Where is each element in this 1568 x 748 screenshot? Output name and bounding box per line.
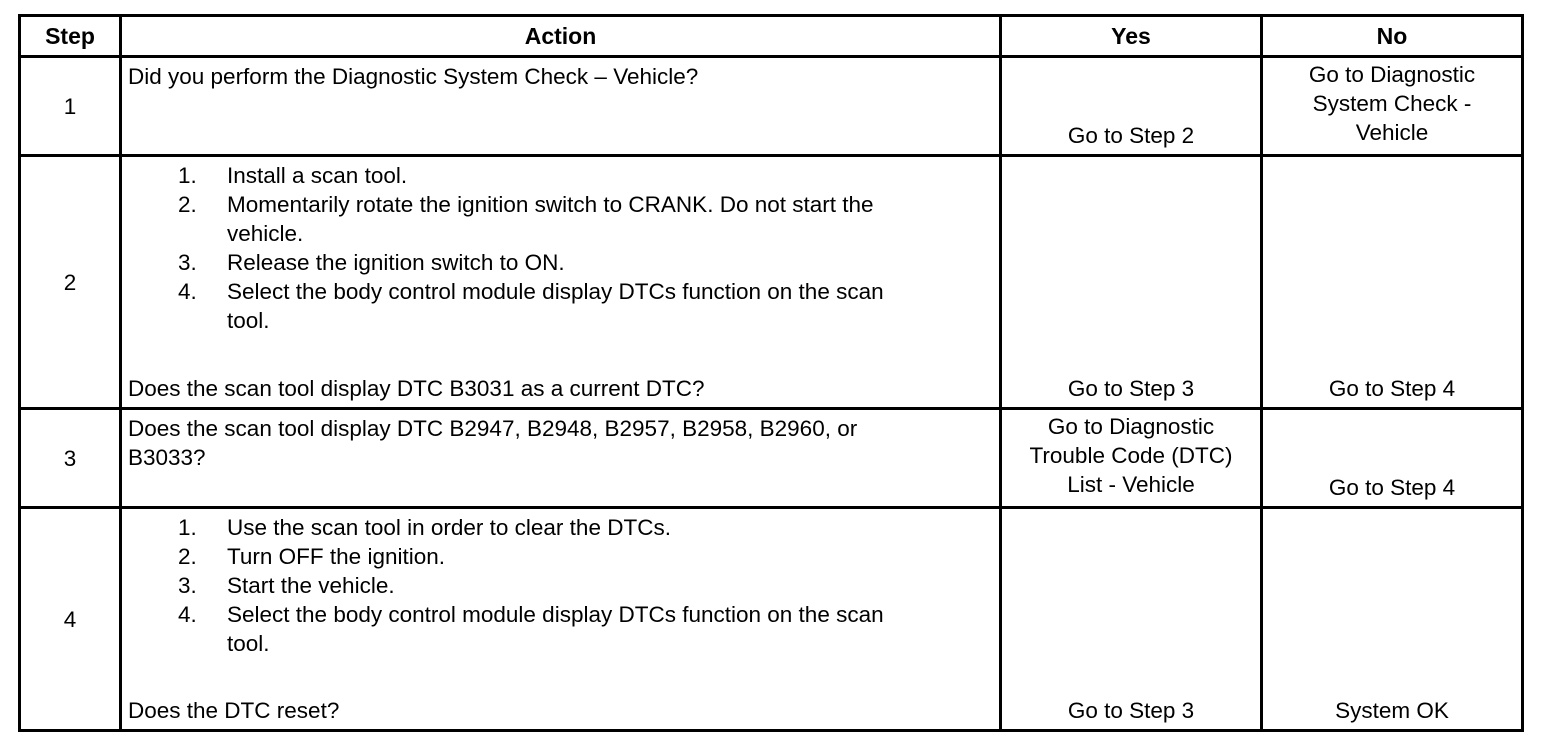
instruction-item: [128, 161, 993, 190]
instruction-number: 3.: [178, 573, 197, 598]
yes-outcome: Go to Step 2: [1001, 57, 1262, 156]
instruction-number: 2.: [178, 544, 197, 569]
instruction-text: vehicle.: [227, 221, 304, 246]
instruction-text: tool.: [227, 631, 270, 656]
action-question: Does the scan tool display DTC B2947, B2948, B2957, B2958, B2960, or: [128, 416, 858, 441]
instruction-text: Release the ignition switch to ON.: [227, 250, 565, 275]
action-question: B3033?: [128, 445, 206, 470]
yes-outcome-line: List - Vehicle: [1067, 472, 1195, 497]
yes-outcome: Go to Step 3: [1001, 508, 1262, 731]
action-cell: [121, 156, 1001, 409]
instruction-text: Install a scan tool.: [227, 163, 408, 188]
yes-outcome-line: Trouble Code (DTC): [1029, 443, 1233, 468]
instruction-text: Turn OFF the ignition.: [227, 544, 446, 569]
table-row: [20, 508, 1523, 731]
instruction-number: 4.: [178, 602, 197, 627]
instruction-text: Momentarily rotate the ignition switch to CRANK. Do not start the: [227, 192, 874, 217]
instruction-number: 3.: [178, 250, 197, 275]
no-outcome: System OK: [1262, 508, 1523, 731]
instruction-item: [128, 542, 993, 571]
instruction-item: [128, 248, 993, 277]
step-number: 2: [20, 156, 121, 409]
instruction-item: [128, 190, 993, 248]
no-outcome-line: Vehicle: [1355, 120, 1429, 145]
no-outcome-line: System Check -: [1312, 91, 1472, 116]
action-question: Did you perform the Diagnostic System Check – Vehicle?: [128, 64, 699, 89]
action-cell: [121, 409, 1001, 508]
table-row: [20, 156, 1523, 409]
no-outcome: [1262, 57, 1523, 156]
instruction-number: 1.: [178, 163, 197, 188]
instruction-item: [128, 600, 993, 658]
step-number: 3: [20, 409, 121, 508]
instruction-number: 4.: [178, 279, 197, 304]
table-row: [20, 409, 1523, 508]
instruction-number: 2.: [178, 192, 197, 217]
table-row: [20, 57, 1523, 156]
action-cell: [121, 508, 1001, 731]
action-question: Does the scan tool display DTC B3031 as a current DTC?: [128, 376, 705, 401]
instruction-text: Use the scan tool in order to clear the DTCs.: [227, 515, 671, 540]
step-number: 4: [20, 508, 121, 731]
instruction-item: [128, 513, 993, 542]
header-action: Action: [121, 16, 1001, 57]
action-question: Does the DTC reset?: [128, 698, 340, 723]
no-outcome: Go to Step 4: [1262, 156, 1523, 409]
instruction-text: Start the vehicle.: [227, 573, 395, 598]
yes-outcome: Go to Step 3: [1001, 156, 1262, 409]
diagnostic-table: [18, 14, 1524, 732]
yes-outcome: [1001, 409, 1262, 508]
instruction-item: [128, 571, 993, 600]
no-outcome-line: Go to Diagnostic: [1308, 62, 1476, 87]
action-cell: [121, 57, 1001, 156]
header-yes: Yes: [1001, 16, 1262, 57]
instruction-item: [128, 277, 993, 335]
header-no: No: [1262, 16, 1523, 57]
instruction-text: Select the body control module display DTCs function on the scan: [227, 279, 884, 304]
step-number: 1: [20, 57, 121, 156]
instruction-number: 1.: [178, 515, 197, 540]
instruction-list: [128, 513, 993, 658]
yes-outcome-line: Go to Diagnostic: [1047, 414, 1215, 439]
header-step: Step: [20, 16, 121, 57]
no-outcome: Go to Step 4: [1262, 409, 1523, 508]
header-row: [20, 16, 1523, 57]
instruction-text: Select the body control module display DTCs function on the scan: [227, 602, 884, 627]
instruction-list: [128, 161, 993, 335]
instruction-text: tool.: [227, 308, 270, 333]
